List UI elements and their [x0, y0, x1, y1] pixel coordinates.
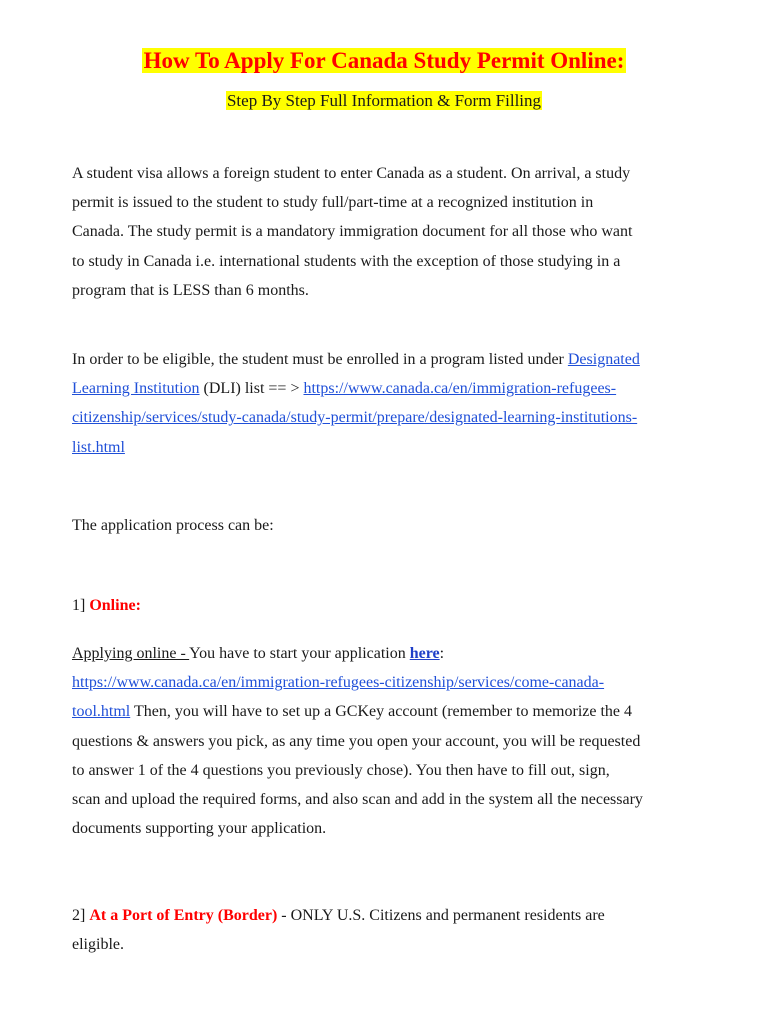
come-canada-url-link[interactable]: https://www.canada.ca/en/immigration-refugees-citizenship/services/come-canada- — [72, 674, 605, 692]
online-line: questions & answers you pick, as any time you open your account, you will be requested — [72, 732, 641, 750]
online-line: to answer 1 of the 4 questions you previously chose). You then have to fill out, sign, — [72, 761, 610, 779]
online-heading-line — [72, 591, 697, 620]
border-heading: At a Port of Entry (Border) — [89, 907, 278, 924]
eligibility-text: In order to be eligible, the student must be enrolled in a program listed under — [72, 351, 568, 368]
border-text: - ONLY U.S. Citizens and permanent residents are — [277, 907, 605, 924]
come-canada-url-link-end[interactable]: tool.html — [72, 703, 131, 721]
title-container — [0, 46, 768, 76]
here-link[interactable]: here — [409, 645, 440, 662]
online-line: documents supporting your application. — [72, 820, 327, 838]
subtitle-container — [0, 89, 768, 113]
dli-link[interactable]: Designated — [567, 351, 640, 368]
process-intro — [72, 511, 697, 540]
eligibility-line — [72, 433, 697, 462]
eligibility-line — [72, 403, 697, 432]
intro-line: Canada. The study permit is a mandatory immigration document for all those who want — [72, 223, 633, 241]
eligibility-text-middle: (DLI) list == > — [199, 380, 304, 398]
online-text: Then, you will have to set up a GCKey account (remember to memorize the 4 — [130, 703, 633, 721]
online-line — [72, 668, 697, 697]
online-line — [72, 697, 697, 726]
border-paragraph — [72, 901, 697, 959]
dli-url-link-continued[interactable]: citizenship/services/study-canada/study-permit/prepare/designated-learning-institutions- — [72, 409, 638, 427]
intro-line: permit is issued to the student to study full/part-time at a recognized institution in — [72, 194, 594, 212]
process-intro-text: The application process can be: — [72, 517, 274, 534]
eligibility-paragraph — [72, 345, 697, 462]
intro-line: program that is LESS than 6 months. — [72, 281, 309, 299]
intro-line: to study in Canada i.e. international students with the exception of those studying in a — [72, 252, 621, 270]
online-paragraph — [72, 639, 697, 843]
dli-url-link-end[interactable]: list.html — [72, 438, 125, 456]
section-number: 2] — [72, 907, 90, 924]
applying-online-label: Applying online - — [72, 645, 190, 662]
dli-url-link[interactable]: https://www.canada.ca/en/immigration-refugees- — [303, 380, 617, 398]
page-subtitle: Step By Step Full Information & Form Filling — [226, 91, 542, 110]
eligibility-line — [72, 345, 697, 374]
online-line — [72, 639, 697, 668]
intro-paragraph — [72, 159, 697, 305]
border-line — [72, 901, 697, 930]
online-heading: Online: — [89, 597, 141, 614]
page-title: How To Apply For Canada Study Permit Online: — [143, 48, 625, 73]
dli-link-continued[interactable]: Learning Institution — [72, 380, 200, 398]
start-text: You have to start your application — [189, 645, 410, 662]
colon: : — [439, 645, 445, 662]
eligibility-line — [72, 374, 697, 403]
border-line: eligible. — [72, 936, 124, 954]
intro-line: A student visa allows a foreign student to enter Canada as a student. On arrival, a study — [72, 165, 631, 182]
online-line: scan and upload the required forms, and also scan and add in the system all the necessary — [72, 791, 643, 809]
section-number: 1] — [72, 597, 90, 614]
